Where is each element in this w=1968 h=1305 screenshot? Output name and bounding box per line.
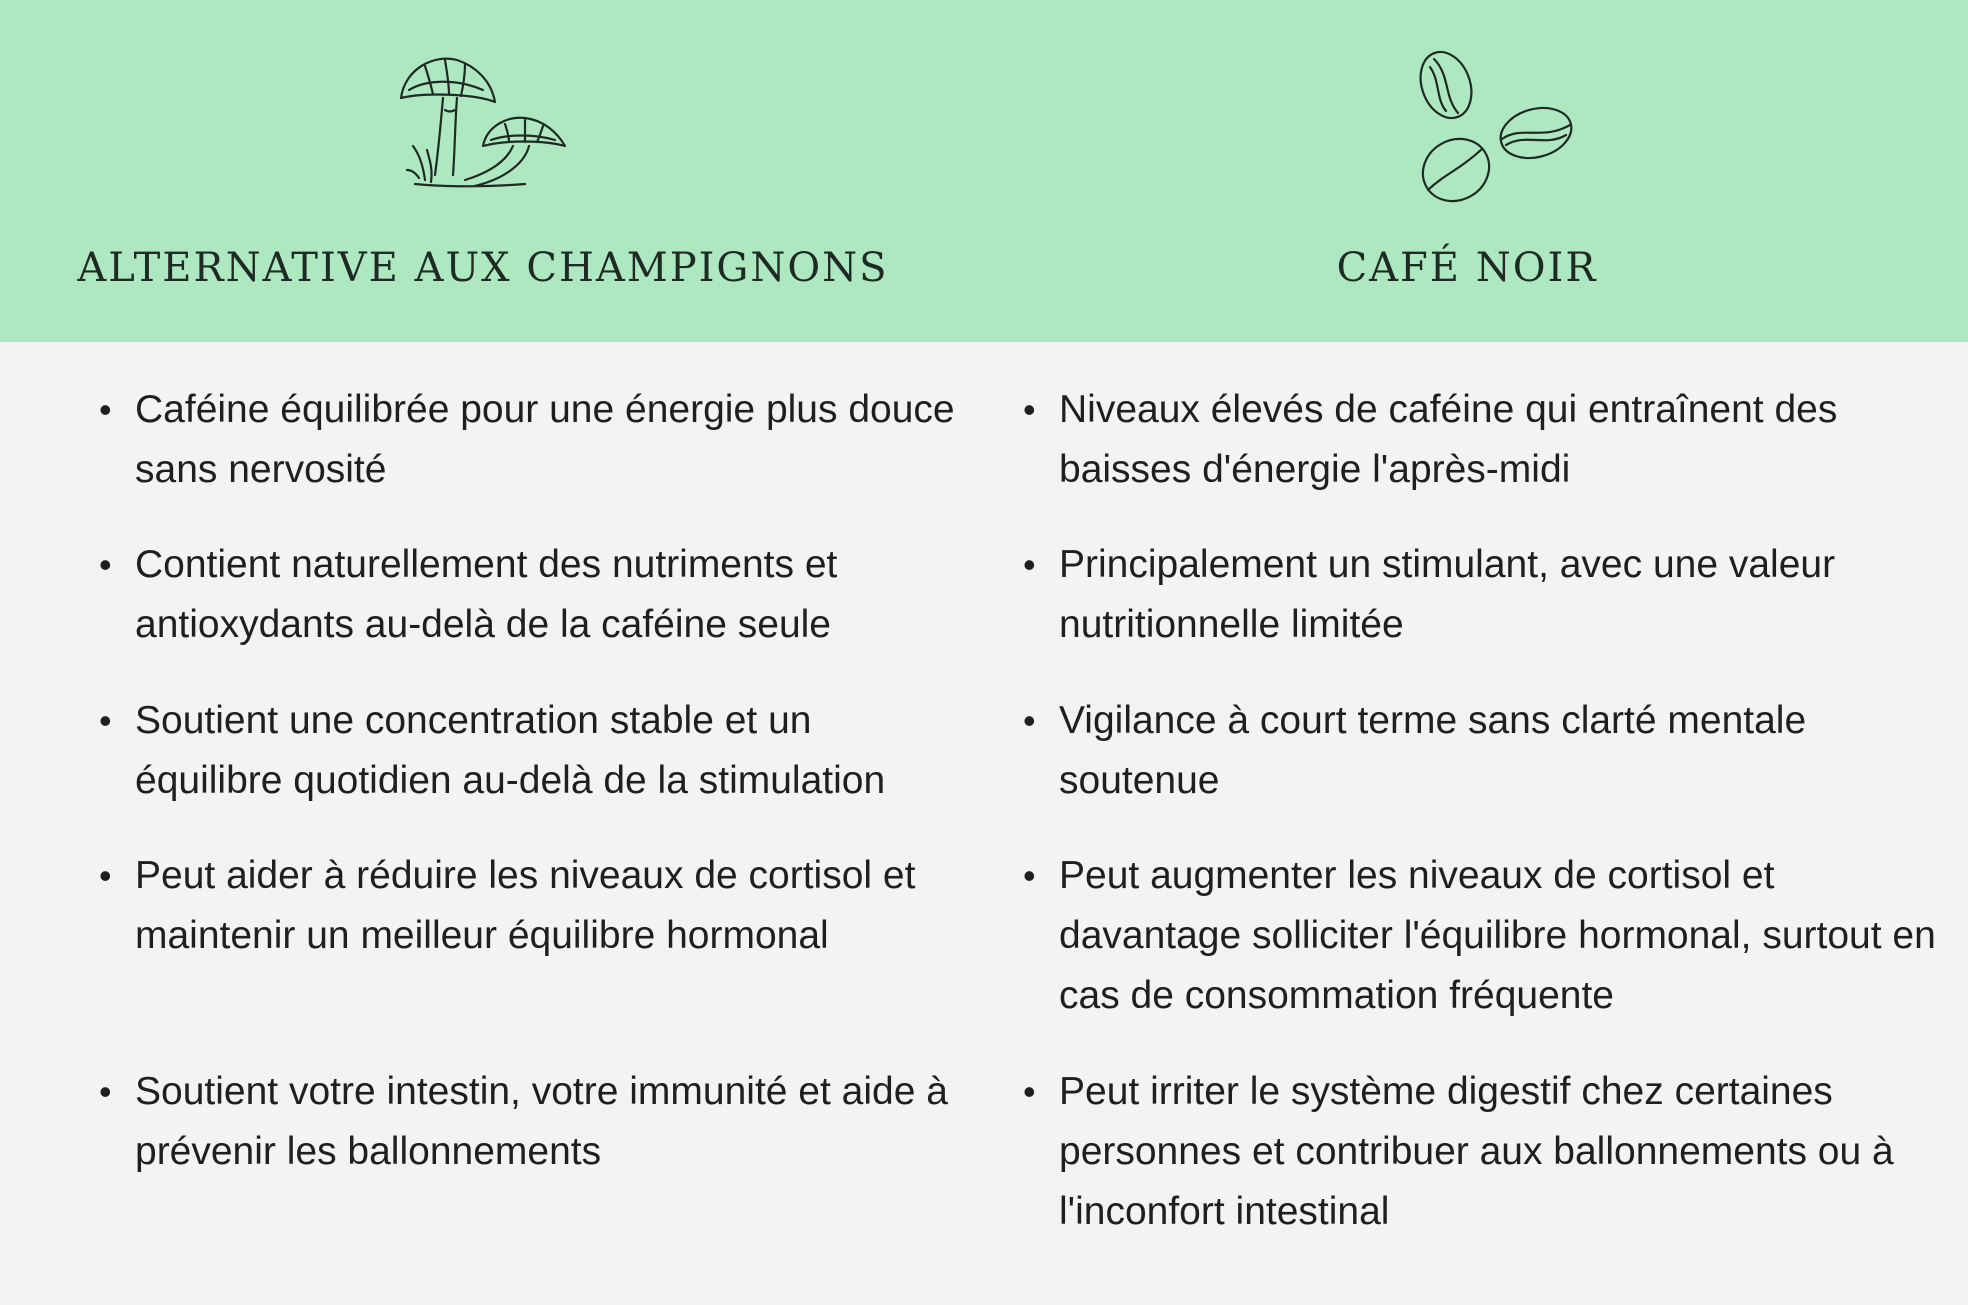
mushroom-icon <box>395 50 575 190</box>
column-title: ALTERNATIVE AUX CHAMPIGNONS <box>77 245 889 291</box>
list-item-text: Soutient une concentration stable et un équilibre quotidien au-delà de la stimulation <box>135 699 886 802</box>
column-header-coffee <box>966 0 1968 342</box>
list-item <box>99 1062 965 1182</box>
column-header-mushroom <box>0 0 966 342</box>
bullet: • <box>99 544 112 585</box>
bullet: • <box>1023 700 1036 741</box>
list-item <box>99 691 965 811</box>
list-item <box>99 846 965 966</box>
list-item-text: Niveaux élevés de caféine qui entraînent des baisses d'énergie l'après-midi <box>1059 388 1838 491</box>
header-band <box>0 0 1968 342</box>
list-item-text: Contient naturellement des nutriments et antioxydants au-delà de la caféine seule <box>135 543 838 646</box>
list-item-text: Principalement un stimulant, avec une valeur nutritionnelle limitée <box>1059 543 1836 646</box>
bullet: • <box>99 389 112 430</box>
bullet: • <box>99 1071 112 1112</box>
list-item <box>1023 380 1939 500</box>
bullet: • <box>1023 544 1036 585</box>
list-item-text: Peut aider à réduire les niveaux de cortisol et maintenir un meilleur équilibre hormonal <box>135 854 916 957</box>
list-item-text: Soutient votre intestin, votre immunité et aide à prévenir les ballonnements <box>135 1070 948 1173</box>
list-item-text: Peut augmenter les niveaux de cortisol et davantage solliciter l'équilibre hormonal, surtout en cas de consommation fréquente <box>1059 854 1936 1017</box>
list-item <box>1023 535 1939 655</box>
bullet: • <box>1023 389 1036 430</box>
comparison-body <box>0 342 1968 1305</box>
bullet: • <box>1023 1071 1036 1112</box>
list-item-text: Caféine équilibrée pour une énergie plus douce sans nervosité <box>135 388 955 491</box>
list-item <box>99 380 965 500</box>
list-item <box>1023 1062 1939 1242</box>
list-item <box>99 535 965 655</box>
bullet: • <box>1023 855 1036 896</box>
coffee-beans-icon <box>1406 45 1576 210</box>
bullet: • <box>99 700 112 741</box>
bullet: • <box>99 855 112 896</box>
list-item <box>1023 691 1939 811</box>
column-title: CAFÉ NOIR <box>1336 245 1598 291</box>
list-item-text: Peut irriter le système digestif chez certaines personnes et contribuer aux ballonnements ou à l'inconfort intestinal <box>1059 1070 1894 1233</box>
list-item <box>1023 846 1939 1026</box>
list-item-text: Vigilance à court terme sans clarté mentale soutenue <box>1059 699 1807 802</box>
